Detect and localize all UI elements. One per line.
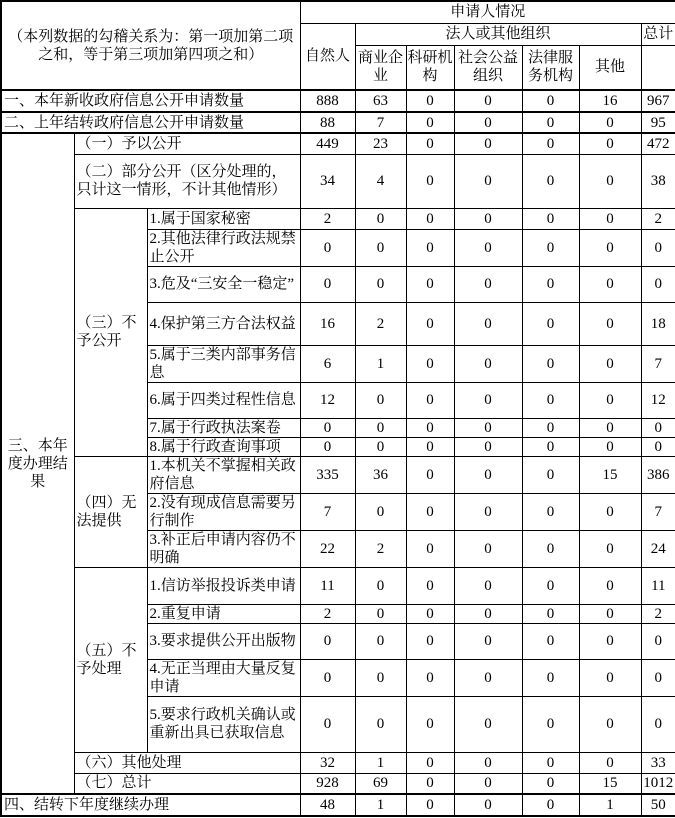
value-cell: 0 <box>454 604 522 623</box>
value-cell: 2 <box>355 530 406 567</box>
item-label: 2.没有现成信息需要另行制作 <box>147 493 300 530</box>
value-cell: 0 <box>406 154 454 208</box>
value-cell: 2 <box>355 302 406 345</box>
value-cell: 0 <box>355 567 406 604</box>
value-cell: 33 <box>641 752 675 773</box>
value-cell: 0 <box>522 133 579 154</box>
value-cell: 2 <box>641 604 675 623</box>
value-cell: 0 <box>522 154 579 208</box>
value-cell: 0 <box>406 345 454 382</box>
value-cell: 0 <box>522 418 579 437</box>
value-cell: 0 <box>355 493 406 530</box>
value-cell: 88 <box>300 112 355 133</box>
value-cell: 0 <box>522 302 579 345</box>
item-label: 3.要求提供公开出版物 <box>147 623 300 659</box>
row-notprocessed-1 <box>1 567 675 604</box>
value-cell: 0 <box>355 437 406 456</box>
value-cell: 0 <box>522 604 579 623</box>
value-cell: 0 <box>579 345 641 382</box>
value-cell: 1 <box>355 794 406 816</box>
header-other: 其他 <box>579 45 641 90</box>
value-cell: 38 <box>641 154 675 208</box>
value-cell: 967 <box>641 90 675 112</box>
item-label: 1.属于国家秘密 <box>147 208 300 229</box>
item-label: 1.本机关不掌握相关政府信息 <box>147 456 300 493</box>
value-cell: 0 <box>406 623 454 659</box>
value-cell: 0 <box>454 229 522 266</box>
value-cell: 95 <box>641 112 675 133</box>
value-cell: 0 <box>300 623 355 659</box>
row-label-carryover: 二、上年结转政府信息公开申请数量 <box>1 112 300 133</box>
row-granted <box>1 133 675 154</box>
value-cell: 1 <box>355 345 406 382</box>
value-cell: 0 <box>406 493 454 530</box>
value-cell: 0 <box>522 567 579 604</box>
value-cell: 0 <box>579 208 641 229</box>
value-cell: 0 <box>454 112 522 133</box>
value-cell: 69 <box>355 773 406 794</box>
value-cell: 48 <box>300 794 355 816</box>
value-cell: 0 <box>454 530 522 567</box>
value-cell: 23 <box>355 133 406 154</box>
value-cell: 0 <box>355 623 406 659</box>
item-label: 4.保护第三方合法权益 <box>147 302 300 345</box>
value-cell: 0 <box>406 530 454 567</box>
value-cell: 0 <box>522 456 579 493</box>
value-cell: 0 <box>579 229 641 266</box>
header-total-empty <box>641 45 675 90</box>
value-cell: 0 <box>641 418 675 437</box>
value-cell: 0 <box>579 382 641 418</box>
value-cell: 0 <box>641 696 675 752</box>
value-cell: 0 <box>641 623 675 659</box>
value-cell: 1012 <box>641 773 675 794</box>
value-cell: 0 <box>454 794 522 816</box>
value-cell: 0 <box>454 266 522 302</box>
value-cell: 16 <box>579 90 641 112</box>
value-cell: 0 <box>300 229 355 266</box>
value-cell: 0 <box>454 752 522 773</box>
item-label: 7.属于行政执法案卷 <box>147 418 300 437</box>
value-cell: 0 <box>579 752 641 773</box>
value-cell: 2 <box>641 208 675 229</box>
value-cell: 63 <box>355 90 406 112</box>
item-label: 5.属于三类内部事务信息 <box>147 345 300 382</box>
value-cell: 0 <box>406 567 454 604</box>
group-label-granted: （一）予以公开 <box>74 133 300 154</box>
value-cell: 0 <box>579 530 641 567</box>
value-cell: 0 <box>579 696 641 752</box>
value-cell: 0 <box>522 794 579 816</box>
value-cell: 22 <box>300 530 355 567</box>
value-cell: 2 <box>300 604 355 623</box>
value-cell: 0 <box>355 229 406 266</box>
header-legal-org-group: 法人或其他组织 <box>355 23 641 45</box>
value-cell: 0 <box>454 302 522 345</box>
value-cell: 472 <box>641 133 675 154</box>
value-cell: 0 <box>641 659 675 696</box>
value-cell: 4 <box>355 154 406 208</box>
value-cell: 0 <box>406 659 454 696</box>
value-cell: 1 <box>355 752 406 773</box>
value-cell: 12 <box>300 382 355 418</box>
value-cell: 0 <box>406 794 454 816</box>
note-cell: （本列数据的勾稽关系为：第一项加第二项之和，等于第三项加第四项之和） <box>1 1 300 90</box>
value-cell: 0 <box>406 604 454 623</box>
value-cell: 0 <box>641 229 675 266</box>
value-cell: 15 <box>579 456 641 493</box>
value-cell: 0 <box>355 696 406 752</box>
value-cell: 16 <box>300 302 355 345</box>
value-cell: 0 <box>522 437 579 456</box>
value-cell: 0 <box>454 208 522 229</box>
value-cell: 0 <box>522 659 579 696</box>
value-cell: 24 <box>641 530 675 567</box>
value-cell: 18 <box>641 302 675 345</box>
value-cell: 7 <box>641 345 675 382</box>
value-cell: 0 <box>579 133 641 154</box>
header-social-welfare-org: 社会公益组织 <box>454 45 522 90</box>
item-label: 5.要求行政机关确认或重新出具已获取信息 <box>147 696 300 752</box>
value-cell: 0 <box>579 604 641 623</box>
value-cell: 34 <box>300 154 355 208</box>
item-label: 1.信访举报投诉类申请 <box>147 567 300 604</box>
value-cell: 0 <box>454 696 522 752</box>
value-cell: 928 <box>300 773 355 794</box>
header-applicant-info: 申请人情况 <box>300 1 675 23</box>
value-cell: 0 <box>300 437 355 456</box>
value-cell: 7 <box>300 493 355 530</box>
value-cell: 0 <box>579 659 641 696</box>
value-cell: 0 <box>454 493 522 530</box>
value-cell: 449 <box>300 133 355 154</box>
item-label: 2.重复申请 <box>147 604 300 623</box>
row-new-requests <box>1 90 675 112</box>
row-other-handling <box>1 752 675 773</box>
value-cell: 0 <box>406 437 454 456</box>
value-cell: 0 <box>522 493 579 530</box>
value-cell: 11 <box>641 567 675 604</box>
header-row-1 <box>1 1 675 23</box>
value-cell: 0 <box>454 437 522 456</box>
row-denied-1 <box>1 208 675 229</box>
value-cell: 0 <box>579 493 641 530</box>
group-label-not-processed: （五）不予处理 <box>74 567 147 752</box>
value-cell: 0 <box>454 623 522 659</box>
value-cell: 888 <box>300 90 355 112</box>
value-cell: 0 <box>579 302 641 345</box>
value-cell: 0 <box>454 418 522 437</box>
value-cell: 0 <box>454 567 522 604</box>
value-cell: 7 <box>641 493 675 530</box>
value-cell: 6 <box>300 345 355 382</box>
value-cell: 0 <box>641 437 675 456</box>
value-cell: 0 <box>406 208 454 229</box>
value-cell: 0 <box>522 530 579 567</box>
value-cell: 0 <box>300 659 355 696</box>
value-cell: 0 <box>406 302 454 345</box>
value-cell: 0 <box>406 773 454 794</box>
header-natural-person: 自然人 <box>300 23 355 90</box>
value-cell: 15 <box>579 773 641 794</box>
value-cell: 0 <box>406 266 454 302</box>
value-cell: 0 <box>579 266 641 302</box>
item-label: 8.属于行政查询事项 <box>147 437 300 456</box>
value-cell: 0 <box>355 418 406 437</box>
item-label: 6.属于四类过程性信息 <box>147 382 300 418</box>
value-cell: 0 <box>522 208 579 229</box>
header-commercial-enterprise: 商业企业 <box>355 45 406 90</box>
value-cell: 0 <box>454 659 522 696</box>
value-cell: 0 <box>641 266 675 302</box>
value-cell: 0 <box>454 456 522 493</box>
value-cell: 0 <box>300 266 355 302</box>
value-cell: 0 <box>522 773 579 794</box>
value-cell: 0 <box>522 623 579 659</box>
header-total: 总计 <box>641 23 675 45</box>
value-cell: 0 <box>406 90 454 112</box>
value-cell: 0 <box>522 752 579 773</box>
value-cell: 0 <box>300 696 355 752</box>
group-label-denied: （三）不予公开 <box>74 208 147 456</box>
value-cell: 2 <box>300 208 355 229</box>
header-research-institution: 科研机构 <box>406 45 454 90</box>
section-label-results: 三、本年度办理结果 <box>1 133 74 794</box>
value-cell: 12 <box>641 382 675 418</box>
value-cell: 0 <box>579 623 641 659</box>
value-cell: 0 <box>406 752 454 773</box>
value-cell: 0 <box>406 112 454 133</box>
row-carryover <box>1 112 675 133</box>
value-cell: 0 <box>454 345 522 382</box>
row-partial <box>1 154 675 208</box>
value-cell: 0 <box>522 112 579 133</box>
row-carry-next-year <box>1 794 675 816</box>
value-cell: 0 <box>355 266 406 302</box>
value-cell: 0 <box>406 133 454 154</box>
value-cell: 0 <box>454 133 522 154</box>
value-cell: 7 <box>355 112 406 133</box>
value-cell: 0 <box>454 154 522 208</box>
value-cell: 0 <box>406 696 454 752</box>
value-cell: 0 <box>454 90 522 112</box>
value-cell: 0 <box>355 604 406 623</box>
value-cell: 386 <box>641 456 675 493</box>
value-cell: 0 <box>355 659 406 696</box>
value-cell: 0 <box>522 696 579 752</box>
group-label-unable: （四）无法提供 <box>74 456 147 567</box>
item-label: 2.其他法律行政法规禁止公开 <box>147 229 300 266</box>
value-cell: 32 <box>300 752 355 773</box>
value-cell: 0 <box>522 90 579 112</box>
value-cell: 0 <box>522 345 579 382</box>
group-label-results-total: （七）总计 <box>74 773 300 794</box>
value-cell: 0 <box>300 418 355 437</box>
value-cell: 0 <box>406 382 454 418</box>
value-cell: 0 <box>406 229 454 266</box>
value-cell: 0 <box>579 154 641 208</box>
value-cell: 0 <box>454 773 522 794</box>
value-cell: 50 <box>641 794 675 816</box>
value-cell: 335 <box>300 456 355 493</box>
row-label-carry-next-year: 四、结转下年度继续办理 <box>1 794 300 816</box>
value-cell: 0 <box>522 229 579 266</box>
group-label-other-handling: （六）其他处理 <box>74 752 300 773</box>
value-cell: 0 <box>406 418 454 437</box>
value-cell: 0 <box>579 567 641 604</box>
value-cell: 0 <box>579 112 641 133</box>
row-results-total <box>1 773 675 794</box>
value-cell: 0 <box>579 437 641 456</box>
value-cell: 0 <box>454 382 522 418</box>
row-label-new-requests: 一、本年新收政府信息公开申请数量 <box>1 90 300 112</box>
value-cell: 0 <box>355 208 406 229</box>
item-label: 3.补正后申请内容仍不明确 <box>147 530 300 567</box>
group-label-partial: （二）部分公开（区分处理的，只计这一情形，不计其他情形） <box>74 154 300 208</box>
row-unable-1 <box>1 456 675 493</box>
value-cell: 0 <box>579 418 641 437</box>
value-cell: 0 <box>406 456 454 493</box>
item-label: 3.危及“三安全一稳定” <box>147 266 300 302</box>
value-cell: 1 <box>579 794 641 816</box>
header-legal-service-org: 法律服务机构 <box>522 45 579 90</box>
value-cell: 0 <box>355 382 406 418</box>
value-cell: 36 <box>355 456 406 493</box>
item-label: 4.无正当理由大量反复申请 <box>147 659 300 696</box>
value-cell: 11 <box>300 567 355 604</box>
value-cell: 0 <box>522 382 579 418</box>
value-cell: 0 <box>522 266 579 302</box>
